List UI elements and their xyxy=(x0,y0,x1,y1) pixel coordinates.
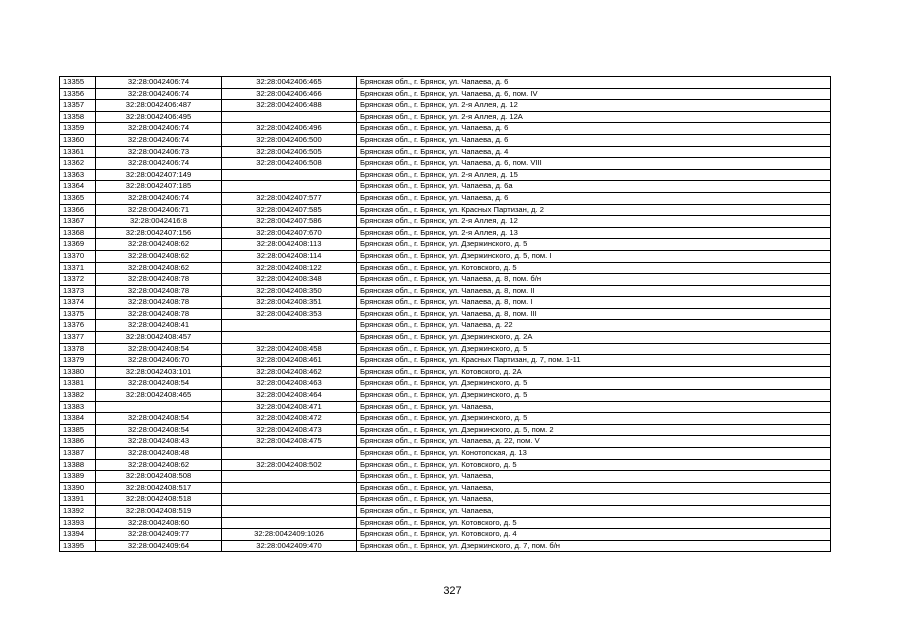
parent-cadastral-number-cell: 32:28:0042408:475 xyxy=(222,436,357,448)
table-row xyxy=(60,88,831,100)
parent-cadastral-number-cell: 32:28:0042406:465 xyxy=(222,77,357,89)
parent-cadastral-number-cell: 32:28:0042407:577 xyxy=(222,192,357,204)
table-row xyxy=(60,529,831,541)
cadastral-number-cell: 32:28:0042408:48 xyxy=(96,448,222,460)
cadastral-number-cell: 32:28:0042408:43 xyxy=(96,436,222,448)
row-number-cell: 13385 xyxy=(60,424,96,436)
parent-cadastral-number-cell: 32:28:0042406:488 xyxy=(222,100,357,112)
table-row xyxy=(60,239,831,251)
table-row xyxy=(60,540,831,552)
parent-cadastral-number-cell: 32:28:0042406:500 xyxy=(222,134,357,146)
row-number-cell: 13380 xyxy=(60,366,96,378)
parent-cadastral-number-cell: 32:28:0042406:508 xyxy=(222,158,357,170)
table-row xyxy=(60,471,831,483)
address-cell: Брянская обл., г. Брянск, ул. Дзержинского, д. 5 xyxy=(357,239,831,251)
parent-cadastral-number-cell: 32:28:0042408:472 xyxy=(222,413,357,425)
address-cell: Брянская обл., г. Брянск, ул. Чапаева, д. 8, пом. б/н xyxy=(357,274,831,286)
parent-cadastral-number-cell: 32:28:0042408:113 xyxy=(222,239,357,251)
address-cell: Брянская обл., г. Брянск, ул. Чапаева, д. 22, пом. V xyxy=(357,436,831,448)
table-row xyxy=(60,378,831,390)
address-cell: Брянская обл., г. Брянск, ул. Дзержинского, д. 5, пом. I xyxy=(357,250,831,262)
table-row xyxy=(60,448,831,460)
cadastral-number-cell: 32:28:0042406:487 xyxy=(96,100,222,112)
parent-cadastral-number-cell: 32:28:0042408:502 xyxy=(222,459,357,471)
table-row xyxy=(60,77,831,89)
row-number-cell: 13392 xyxy=(60,505,96,517)
row-number-cell: 13369 xyxy=(60,239,96,251)
address-cell: Брянская обл., г. Брянск, ул. Чапаева, xyxy=(357,482,831,494)
parent-cadastral-number-cell: 32:28:0042407:585 xyxy=(222,204,357,216)
cadastral-number-cell: 32:28:0042406:74 xyxy=(96,134,222,146)
address-cell: Брянская обл., г. Брянск, ул. Красных Партизан, д. 2 xyxy=(357,204,831,216)
table-row xyxy=(60,482,831,494)
row-number-cell: 13379 xyxy=(60,355,96,367)
parent-cadastral-number-cell: 32:28:0042408:350 xyxy=(222,285,357,297)
row-number-cell: 13363 xyxy=(60,169,96,181)
row-number-cell: 13382 xyxy=(60,390,96,402)
row-number-cell: 13377 xyxy=(60,332,96,344)
address-cell: Брянская обл., г. Брянск, ул. Чапаева, xyxy=(357,401,831,413)
cadastral-number-cell: 32:28:0042408:78 xyxy=(96,297,222,309)
row-number-cell: 13362 xyxy=(60,158,96,170)
cadastral-number-cell: 32:28:0042403:101 xyxy=(96,366,222,378)
cadastral-number-cell: 32:28:0042408:62 xyxy=(96,262,222,274)
cadastral-number-cell: 32:28:0042406:74 xyxy=(96,192,222,204)
row-number-cell: 13378 xyxy=(60,343,96,355)
cadastral-number-cell: 32:28:0042408:78 xyxy=(96,308,222,320)
row-number-cell: 13367 xyxy=(60,216,96,228)
table-row xyxy=(60,250,831,262)
row-number-cell: 13355 xyxy=(60,77,96,89)
row-number-cell: 13365 xyxy=(60,192,96,204)
address-cell: Брянская обл., г. Брянск, ул. 2-я Аллея, д. 12 xyxy=(357,216,831,228)
table-row xyxy=(60,297,831,309)
cadastral-number-cell: 32:28:0042408:54 xyxy=(96,424,222,436)
row-number-cell: 13390 xyxy=(60,482,96,494)
address-cell: Брянская обл., г. Брянск, ул. Чапаева, д. 6 xyxy=(357,134,831,146)
address-cell: Брянская обл., г. Брянск, ул. Дзержинского, д. 2А xyxy=(357,332,831,344)
parent-cadastral-number-cell xyxy=(222,169,357,181)
cadastral-number-cell: 32:28:0042406:74 xyxy=(96,88,222,100)
cadastral-number-cell: 32:28:0042408:519 xyxy=(96,505,222,517)
table-row xyxy=(60,494,831,506)
table-row xyxy=(60,436,831,448)
address-cell: Брянская обл., г. Брянск, ул. Дзержинского, д. 5 xyxy=(357,390,831,402)
parent-cadastral-number-cell: 32:28:0042408:464 xyxy=(222,390,357,402)
address-cell: Брянская обл., г. Брянск, ул. Чапаева, xyxy=(357,471,831,483)
parent-cadastral-number-cell: 32:28:0042408:461 xyxy=(222,355,357,367)
row-number-cell: 13381 xyxy=(60,378,96,390)
table-row xyxy=(60,366,831,378)
parent-cadastral-number-cell: 32:28:0042406:505 xyxy=(222,146,357,158)
parent-cadastral-number-cell: 32:28:0042406:466 xyxy=(222,88,357,100)
cadastral-number-cell: 32:28:0042408:78 xyxy=(96,285,222,297)
address-cell: Брянская обл., г. Брянск, ул. Красных Партизан, д. 7, пом. 1-11 xyxy=(357,355,831,367)
registry-table xyxy=(59,76,831,552)
parent-cadastral-number-cell: 32:28:0042408:114 xyxy=(222,250,357,262)
cadastral-number-cell: 32:28:0042408:62 xyxy=(96,239,222,251)
registry-table-body xyxy=(60,77,831,552)
row-number-cell: 13371 xyxy=(60,262,96,274)
cadastral-number-cell: 32:28:0042408:54 xyxy=(96,413,222,425)
cadastral-number-cell: 32:28:0042407:185 xyxy=(96,181,222,193)
cadastral-number-cell: 32:28:0042408:78 xyxy=(96,274,222,286)
parent-cadastral-number-cell xyxy=(222,111,357,123)
cadastral-number-cell: 32:28:0042408:457 xyxy=(96,332,222,344)
cadastral-number-cell: 32:28:0042408:508 xyxy=(96,471,222,483)
cadastral-number-cell: 32:28:0042407:156 xyxy=(96,227,222,239)
parent-cadastral-number-cell: 32:28:0042408:353 xyxy=(222,308,357,320)
parent-cadastral-number-cell xyxy=(222,482,357,494)
parent-cadastral-number-cell: 32:28:0042408:348 xyxy=(222,274,357,286)
address-cell: Брянская обл., г. Брянск, ул. Чапаева, д. 8, пом. II xyxy=(357,285,831,297)
table-row xyxy=(60,424,831,436)
table-row xyxy=(60,134,831,146)
parent-cadastral-number-cell xyxy=(222,448,357,460)
row-number-cell: 13387 xyxy=(60,448,96,460)
table-row xyxy=(60,204,831,216)
cadastral-number-cell: 32:28:0042406:71 xyxy=(96,204,222,216)
table-row xyxy=(60,355,831,367)
address-cell: Брянская обл., г. Брянск, ул. Котовского, д. 5 xyxy=(357,459,831,471)
address-cell: Брянская обл., г. Брянск, ул. 2-я Аллея, д. 15 xyxy=(357,169,831,181)
cadastral-number-cell: 32:28:0042408:465 xyxy=(96,390,222,402)
row-number-cell: 13388 xyxy=(60,459,96,471)
parent-cadastral-number-cell xyxy=(222,332,357,344)
parent-cadastral-number-cell: 32:28:0042408:471 xyxy=(222,401,357,413)
row-number-cell: 13370 xyxy=(60,250,96,262)
table-row xyxy=(60,505,831,517)
row-number-cell: 13358 xyxy=(60,111,96,123)
address-cell: Брянская обл., г. Брянск, ул. Чапаева, д. 8, пом. I xyxy=(357,297,831,309)
cadastral-number-cell: 32:28:0042408:41 xyxy=(96,320,222,332)
row-number-cell: 13375 xyxy=(60,308,96,320)
row-number-cell: 13356 xyxy=(60,88,96,100)
address-cell: Брянская обл., г. Брянск, ул. Чапаева, д. 4 xyxy=(357,146,831,158)
cadastral-number-cell: 32:28:0042408:60 xyxy=(96,517,222,529)
address-cell: Брянская обл., г. Брянск, ул. Чапаева, xyxy=(357,494,831,506)
address-cell: Брянская обл., г. Брянск, ул. Котовского, д. 5 xyxy=(357,517,831,529)
cadastral-number-cell: 32:28:0042409:64 xyxy=(96,540,222,552)
table-row xyxy=(60,123,831,135)
address-cell: Брянская обл., г. Брянск, ул. Котовского, д. 4 xyxy=(357,529,831,541)
parent-cadastral-number-cell: 32:28:0042409:470 xyxy=(222,540,357,552)
table-row xyxy=(60,332,831,344)
row-number-cell: 13364 xyxy=(60,181,96,193)
row-number-cell: 13389 xyxy=(60,471,96,483)
table-row xyxy=(60,320,831,332)
table-row xyxy=(60,390,831,402)
address-cell: Брянская обл., г. Брянск, ул. 2-я Аллея, д. 12 xyxy=(357,100,831,112)
address-cell: Брянская обл., г. Брянск, ул. Дзержинского, д. 5 xyxy=(357,343,831,355)
parent-cadastral-number-cell: 32:28:0042407:670 xyxy=(222,227,357,239)
parent-cadastral-number-cell: 32:28:0042408:462 xyxy=(222,366,357,378)
address-cell: Брянская обл., г. Брянск, ул. Дзержинского, д. 7, пом. б/н xyxy=(357,540,831,552)
cadastral-number-cell: 32:28:0042408:517 xyxy=(96,482,222,494)
table-row xyxy=(60,100,831,112)
parent-cadastral-number-cell: 32:28:0042407:586 xyxy=(222,216,357,228)
cadastral-number-cell: 32:28:0042406:70 xyxy=(96,355,222,367)
address-cell: Брянская обл., г. Брянск, ул. 2-я Аллея, д. 13 xyxy=(357,227,831,239)
address-cell: Брянская обл., г. Брянск, ул. Конотопская, д. 13 xyxy=(357,448,831,460)
table-row xyxy=(60,227,831,239)
cadastral-number-cell: 32:28:0042408:518 xyxy=(96,494,222,506)
parent-cadastral-number-cell: 32:28:0042408:122 xyxy=(222,262,357,274)
row-number-cell: 13376 xyxy=(60,320,96,332)
address-cell: Брянская обл., г. Брянск, ул. Чапаева, д. 22 xyxy=(357,320,831,332)
table-row xyxy=(60,274,831,286)
address-cell: Брянская обл., г. Брянск, ул. Чапаева, xyxy=(357,505,831,517)
address-cell: Брянская обл., г. Брянск, ул. Чапаева, д. 6 xyxy=(357,123,831,135)
row-number-cell: 13374 xyxy=(60,297,96,309)
cadastral-number-cell: 32:28:0042406:495 xyxy=(96,111,222,123)
cadastral-number-cell: 32:28:0042409:77 xyxy=(96,529,222,541)
table-row xyxy=(60,413,831,425)
row-number-cell: 13386 xyxy=(60,436,96,448)
page-number: 327 xyxy=(443,585,462,597)
address-cell: Брянская обл., г. Брянск, ул. Чапаева, д. 6, пом. VIII xyxy=(357,158,831,170)
parent-cadastral-number-cell xyxy=(222,181,357,193)
table-row xyxy=(60,285,831,297)
parent-cadastral-number-cell xyxy=(222,471,357,483)
address-cell: Брянская обл., г. Брянск, ул. Дзержинского, д. 5, пом. 2 xyxy=(357,424,831,436)
address-cell: Брянская обл., г. Брянск, ул. Чапаева, д. 8, пом. III xyxy=(357,308,831,320)
row-number-cell: 13391 xyxy=(60,494,96,506)
row-number-cell: 13393 xyxy=(60,517,96,529)
table-row xyxy=(60,181,831,193)
parent-cadastral-number-cell xyxy=(222,505,357,517)
parent-cadastral-number-cell: 32:28:0042408:463 xyxy=(222,378,357,390)
cadastral-number-cell: 32:28:0042406:74 xyxy=(96,77,222,89)
row-number-cell: 13361 xyxy=(60,146,96,158)
cadastral-number-cell: 32:28:0042406:74 xyxy=(96,123,222,135)
table-row xyxy=(60,343,831,355)
cadastral-number-cell: 32:28:0042408:62 xyxy=(96,459,222,471)
cadastral-number-cell: 32:28:0042408:54 xyxy=(96,343,222,355)
address-cell: Брянская обл., г. Брянск, ул. 2-я Аллея, д. 12А xyxy=(357,111,831,123)
table-row xyxy=(60,158,831,170)
table-row xyxy=(60,308,831,320)
cadastral-number-cell: 32:28:0042408:62 xyxy=(96,250,222,262)
address-cell: Брянская обл., г. Брянск, ул. Чапаева, д. 6 xyxy=(357,192,831,204)
address-cell: Брянская обл., г. Брянск, ул. Чапаева, д. 6, пом. IV xyxy=(357,88,831,100)
row-number-cell: 13395 xyxy=(60,540,96,552)
row-number-cell: 13384 xyxy=(60,413,96,425)
address-cell: Брянская обл., г. Брянск, ул. Дзержинского, д. 5 xyxy=(357,413,831,425)
address-cell: Брянская обл., г. Брянск, ул. Дзержинского, д. 5 xyxy=(357,378,831,390)
row-number-cell: 13394 xyxy=(60,529,96,541)
cadastral-number-cell: 32:28:0042406:73 xyxy=(96,146,222,158)
table-row xyxy=(60,517,831,529)
parent-cadastral-number-cell: 32:28:0042408:473 xyxy=(222,424,357,436)
table-row xyxy=(60,459,831,471)
table-row xyxy=(60,401,831,413)
address-cell: Брянская обл., г. Брянск, ул. Чапаева, д. 6а xyxy=(357,181,831,193)
row-number-cell: 13368 xyxy=(60,227,96,239)
cadastral-number-cell: 32:28:0042406:74 xyxy=(96,158,222,170)
cadastral-number-cell: 32:28:0042416:8 xyxy=(96,216,222,228)
cadastral-number-cell xyxy=(96,401,222,413)
row-number-cell: 13366 xyxy=(60,204,96,216)
parent-cadastral-number-cell xyxy=(222,517,357,529)
parent-cadastral-number-cell: 32:28:0042409:1026 xyxy=(222,529,357,541)
table-row xyxy=(60,216,831,228)
parent-cadastral-number-cell: 32:28:0042408:458 xyxy=(222,343,357,355)
table-row xyxy=(60,111,831,123)
table-row xyxy=(60,169,831,181)
parent-cadastral-number-cell xyxy=(222,320,357,332)
table-row xyxy=(60,262,831,274)
row-number-cell: 13357 xyxy=(60,100,96,112)
parent-cadastral-number-cell: 32:28:0042408:351 xyxy=(222,297,357,309)
row-number-cell: 13372 xyxy=(60,274,96,286)
row-number-cell: 13360 xyxy=(60,134,96,146)
address-cell: Брянская обл., г. Брянск, ул. Котовского, д. 5 xyxy=(357,262,831,274)
table-row xyxy=(60,192,831,204)
address-cell: Брянская обл., г. Брянск, ул. Чапаева, д. 6 xyxy=(357,77,831,89)
table-row xyxy=(60,146,831,158)
row-number-cell: 13383 xyxy=(60,401,96,413)
cadastral-number-cell: 32:28:0042408:54 xyxy=(96,378,222,390)
address-cell: Брянская обл., г. Брянск, ул. Котовского, д. 2А xyxy=(357,366,831,378)
parent-cadastral-number-cell: 32:28:0042406:496 xyxy=(222,123,357,135)
cadastral-number-cell: 32:28:0042407:149 xyxy=(96,169,222,181)
row-number-cell: 13359 xyxy=(60,123,96,135)
row-number-cell: 13373 xyxy=(60,285,96,297)
parent-cadastral-number-cell xyxy=(222,494,357,506)
